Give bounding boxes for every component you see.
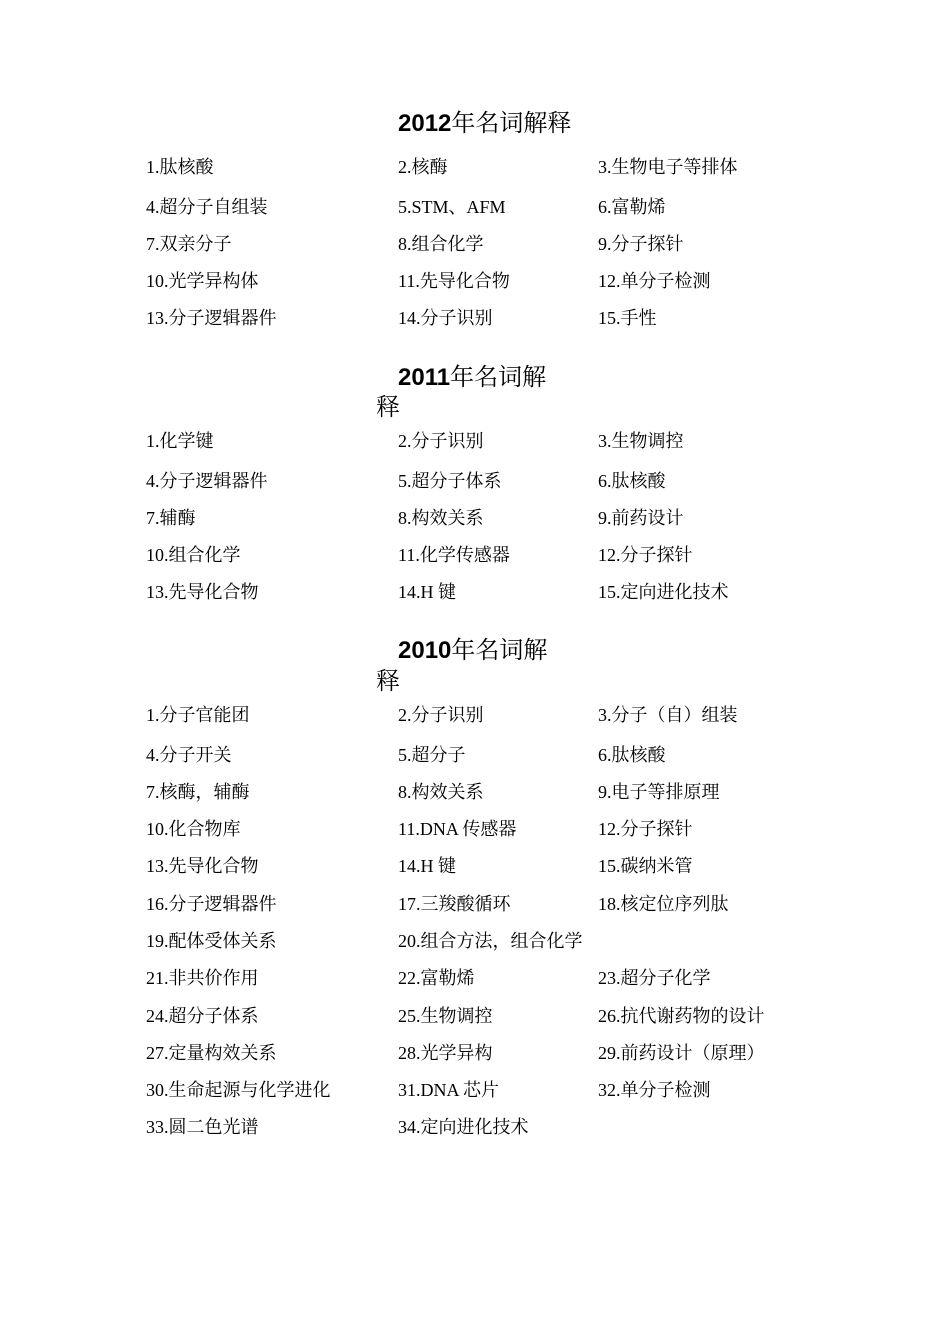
heading-title-wrap: 释: [376, 667, 400, 695]
term-item: 29.前药设计（原理）: [598, 1043, 765, 1063]
section-heading-2011: [398, 362, 546, 393]
term-item: 16.分子逻辑器件: [146, 894, 277, 914]
term-item: 12.分子探针: [598, 545, 693, 565]
term-item: 4.分子开关: [146, 745, 232, 765]
term-row: [0, 889, 950, 919]
term-row: [0, 926, 950, 956]
term-item: 32.单分子检测: [598, 1080, 711, 1100]
term-row: [0, 266, 950, 296]
term-row: [0, 426, 950, 456]
term-row: [0, 814, 950, 844]
term-item: 9.分子探针: [598, 234, 684, 254]
term-item: 1.化学键: [146, 431, 214, 451]
term-row: [0, 303, 950, 333]
term-item: 18.核定位序列肽: [598, 894, 729, 914]
term-item: 14.H 键: [398, 582, 456, 602]
section-heading-2012: [398, 108, 571, 139]
term-item: 11.DNA 传感器: [398, 819, 517, 839]
term-item: 8.构效关系: [398, 508, 484, 528]
term-row: [0, 700, 950, 730]
term-item: 15.定向进化技术: [598, 582, 729, 602]
term-item: 6.肽核酸: [598, 471, 666, 491]
term-item: 6.富勒烯: [598, 197, 666, 217]
heading-year: 2012: [398, 110, 452, 137]
term-item: 9.电子等排原理: [598, 782, 720, 802]
heading-title-wrap: 释: [376, 393, 400, 421]
term-row: [0, 503, 950, 533]
term-item: 5.超分子体系: [398, 471, 502, 491]
term-item: 26.抗代谢药物的设计: [598, 1006, 765, 1026]
term-item: 19.配体受体关系: [146, 931, 277, 951]
term-item: 1.分子官能团: [146, 705, 250, 725]
heading-title: 年名词解: [451, 636, 548, 664]
term-item: 3.生物调控: [598, 431, 684, 451]
term-item: 7.双亲分子: [146, 234, 232, 254]
term-item: 8.构效关系: [398, 782, 484, 802]
term-item: 27.定量构效关系: [146, 1043, 277, 1063]
heading-year: 2010: [398, 637, 452, 664]
term-item: 10.化合物库: [146, 819, 241, 839]
term-item: 28.光学异构: [398, 1043, 493, 1063]
term-item: 22.富勒烯: [398, 968, 475, 988]
heading-title: 年名词解: [450, 363, 547, 391]
term-item: 12.分子探针: [598, 819, 693, 839]
term-row: [0, 963, 950, 993]
term-item: 14.分子识别: [398, 308, 493, 328]
term-item: 31.DNA 芯片: [398, 1080, 500, 1100]
term-row: [0, 577, 950, 607]
term-item: 7.核酶，辅酶: [146, 782, 250, 802]
term-item: 3.分子（自）组装: [598, 705, 738, 725]
term-row: [0, 1038, 950, 1068]
heading-title: 年名词解释: [451, 109, 572, 137]
term-item: 7.辅酶: [146, 508, 196, 528]
term-row: [0, 229, 950, 259]
term-item: 11.化学传感器: [398, 545, 510, 565]
heading-year: 2011: [398, 364, 451, 391]
term-item: 14.H 键: [398, 856, 456, 876]
term-item: 13.先导化合物: [146, 582, 259, 602]
term-item: 9.前药设计: [598, 508, 684, 528]
term-item: 2.核酶: [398, 157, 448, 177]
term-item: 10.光学异构体: [146, 271, 259, 291]
term-row: [0, 1075, 950, 1105]
term-item: 3.生物电子等排体: [598, 157, 738, 177]
term-item: 4.分子逻辑器件: [146, 471, 268, 491]
term-item: 23.超分子化学: [598, 968, 711, 988]
term-item: 15.手性: [598, 308, 657, 328]
term-row: [0, 466, 950, 496]
term-item: 21.非共价作用: [146, 968, 259, 988]
term-item: 13.分子逻辑器件: [146, 308, 277, 328]
term-item: 24.超分子体系: [146, 1006, 259, 1026]
term-item: 20.组合方法，组合化学: [398, 931, 583, 951]
term-item: 34.定向进化技术: [398, 1117, 529, 1137]
term-row: [0, 192, 950, 222]
term-row: [0, 740, 950, 770]
term-row: [0, 1112, 950, 1142]
term-item: 2.分子识别: [398, 705, 484, 725]
term-item: 15.碳纳米管: [598, 856, 693, 876]
term-row: [0, 851, 950, 881]
section-heading-2010: [398, 635, 547, 666]
term-item: 33.圆二色光谱: [146, 1117, 259, 1137]
term-item: 11.先导化合物: [398, 271, 510, 291]
term-item: 30.生命起源与化学进化: [146, 1080, 331, 1100]
term-item: 13.先导化合物: [146, 856, 259, 876]
term-item: 8.组合化学: [398, 234, 484, 254]
term-item: 10.组合化学: [146, 545, 241, 565]
term-item: 1.肽核酸: [146, 157, 214, 177]
term-row: [0, 777, 950, 807]
term-item: 6.肽核酸: [598, 745, 666, 765]
term-item: 2.分子识别: [398, 431, 484, 451]
term-item: 4.超分子自组装: [146, 197, 268, 217]
term-item: 25.生物调控: [398, 1006, 493, 1026]
term-item: 5.超分子: [398, 745, 466, 765]
term-item: 5.STM、AFM: [398, 197, 506, 217]
term-row: [0, 1001, 950, 1031]
term-item: 17.三羧酸循环: [398, 894, 511, 914]
term-row: [0, 540, 950, 570]
term-item: 12.单分子检测: [598, 271, 711, 291]
term-row: [0, 152, 950, 182]
